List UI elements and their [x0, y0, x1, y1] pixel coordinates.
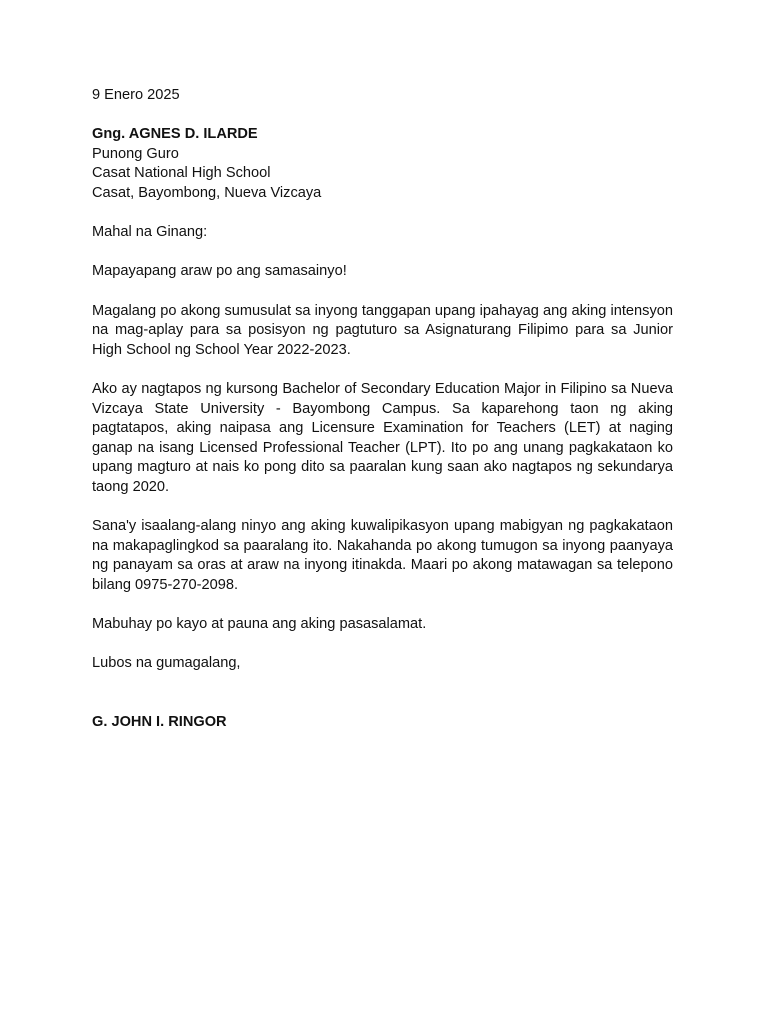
body-paragraph-2: Ako ay nagtapos ng kursong Bachelor of Secondary Education Major in Filipino sa Nueva Vizcaya State University - Bayombong Campus. Sa kaparehong taon ng aking pagtatapos, aking naipasa ang Licensure Examination for Teachers (LET) at naging ganap na isang Licensed Professional Teacher (LPT). Ito po ang unang pagkakataon ko upang magturo at nais ko pong dito sa paaralan kung saan ako nagtapos ng sekundarya taong 2020.	[92, 380, 673, 495]
thanks-line: Mabuhay po kayo at pauna ang aking pasasalamat.	[92, 616, 427, 633]
letter-date: 9 Enero 2025	[92, 87, 180, 103]
greeting: Mapayapang araw po ang samasainyo!	[92, 263, 347, 280]
signature-name: G. JOHN I. RINGOR	[92, 713, 227, 730]
recipient-position: Punong Guro	[92, 145, 179, 162]
letter-page	[92, 86, 673, 732]
salutation: Mahal na Ginang:	[92, 224, 208, 241]
body-paragraph-1: Magalang po akong sumusulat sa inyong tanggapan upang ipahayag ang aking intensyon na mag-aplay para sa posisyon ng pagtuturo sa Asignaturang Filipimo para sa Junior High School ng School Year 2022-2023.	[92, 302, 673, 358]
recipient-school: Casat National High School	[92, 165, 271, 182]
closing-line: Lubos na gumagalang,	[92, 655, 241, 672]
recipient-name: Gng. AGNES D. ILARDE	[92, 126, 258, 143]
body-paragraph-3: Sana'y isaalang-alang ninyo ang aking kuwalipikasyon upang mabigyan ng pagkakataon na makapaglingkod sa paaralang ito. Nakahanda po akong tumugon sa inyong paanyaya ng panayam sa oras at araw na inyong itinakda. Maari po akong matawagan sa telepono bilang 0975-270-2098.	[92, 518, 673, 593]
recipient-address: Casat, Bayombong, Nueva Vizcaya	[92, 184, 322, 201]
recipient-block	[92, 125, 673, 203]
